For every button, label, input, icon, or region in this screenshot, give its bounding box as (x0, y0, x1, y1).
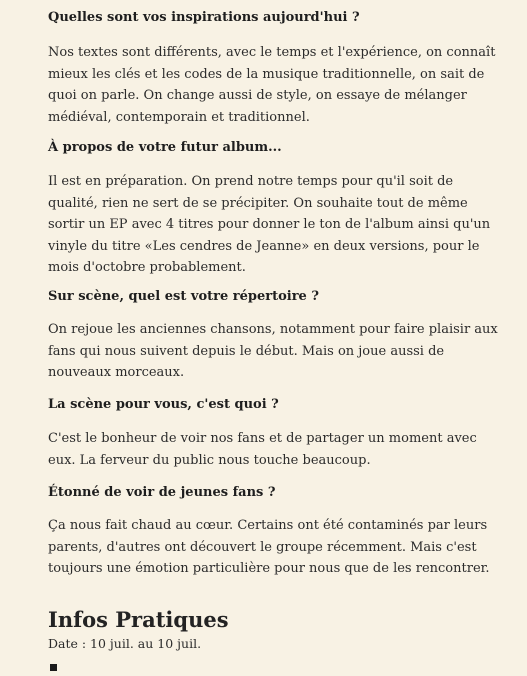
infos-date: Date : 10 juil. au 10 juil. (48, 636, 202, 651)
interview-item (48, 139, 498, 157)
interview-item (48, 171, 498, 279)
interview-item (48, 396, 498, 414)
interview-item (48, 319, 498, 384)
interview-question: Sur scène, quel est votre répertoire ? (48, 289, 319, 304)
interview-answer: Ça nous fait chaud au cœur. Certains ont été contaminés par leurs parents, d'autres ont découvert le groupe récemment. Mais c'est toujours une émotion particulière pour nous que de les rencontrer. (48, 518, 490, 576)
interview-item (48, 42, 498, 128)
bullet-icon (50, 664, 57, 671)
interview-item (48, 288, 498, 306)
interview-answer: Il est en préparation. On prend notre temps pour qu'il soit de qualité, rien ne sert de se précipiter. On souhaite tout de même sortir un EP avec 4 titres pour donner le ton de l'album ainsi qu'un vinyle du titre «Les cendres de Jeanne» en deux versions, pour le mois d'octobre probablement. (48, 174, 491, 275)
interview-item (48, 9, 498, 27)
interview-item (48, 515, 498, 580)
infos-date-row (48, 636, 498, 651)
interview-question: Étonné de voir de jeunes fans ? (48, 485, 276, 500)
interview-question: À propos de votre futur album... (48, 140, 282, 155)
interview-question: Quelles sont vos inspirations aujourd'hui ? (48, 10, 360, 25)
infos-title: Infos Pratiques (48, 607, 229, 632)
interview-answer: Nos textes sont différents, avec le temps et l'expérience, on connaît mieux les clés et les codes de la musique traditionnelle, on sait de quoi on parle. On change aussi de style, on essaye de mélanger médiéval, contemporain et traditionnel. (48, 45, 496, 125)
interview-answer: C'est le bonheur de voir nos fans et de partager un moment avec eux. La ferveur du public nous touche beaucoup. (48, 431, 477, 468)
interview-item (48, 428, 498, 471)
interview-item (48, 484, 498, 502)
interview-question: La scène pour vous, c'est quoi ? (48, 397, 279, 412)
infos-section (48, 607, 498, 632)
interview-answer: On rejoue les anciennes chansons, notamment pour faire plaisir aux fans qui nous suivent depuis le début. Mais on joue aussi de nouveaux morceaux. (48, 322, 498, 380)
